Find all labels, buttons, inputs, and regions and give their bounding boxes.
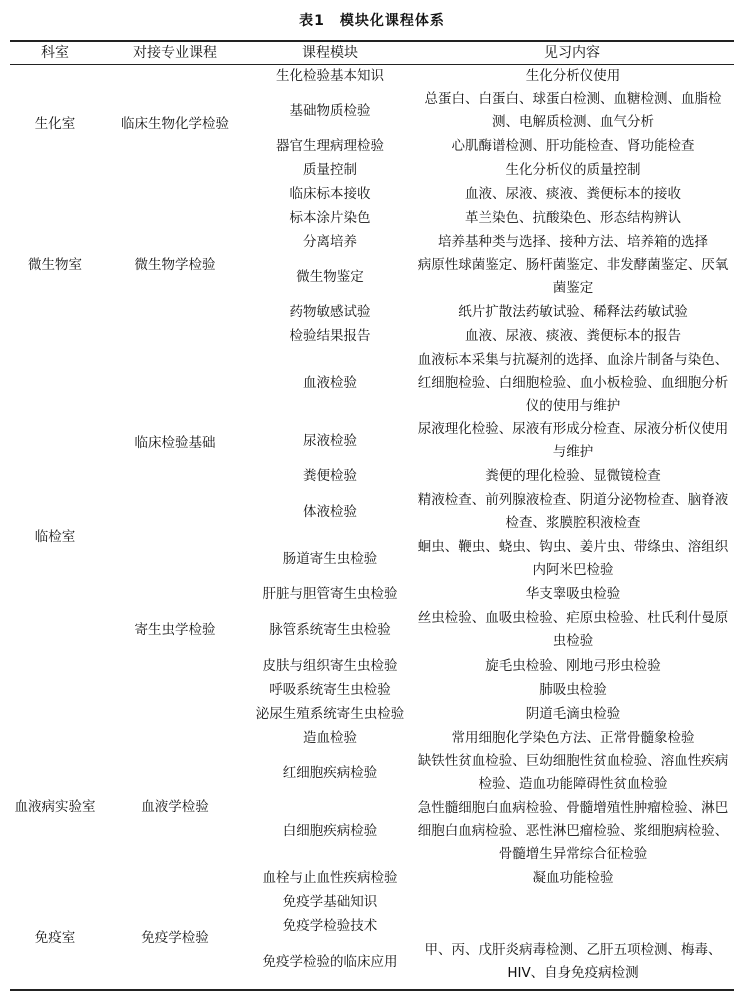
content-cell: 血液、尿液、痰液、粪便标本的接收 — [465, 185, 681, 202]
content-cell: 丝虫检验、血吸虫检验、疟原虫检验、杜氏利什曼原虫检验 — [417, 610, 729, 649]
module-cell: 尿液检验 — [303, 432, 357, 449]
module-cell: 肠道寄生虫检验 — [282, 550, 378, 567]
content-cell: 蛔虫、鞭虫、蛲虫、钩虫、姜片虫、带绦虫、溶组织内阿米巴检验 — [417, 539, 729, 578]
content-cell: 心肌酶谱检测、肝功能检查、肾功能检查 — [451, 137, 695, 154]
content-cell: 肺吸虫检验 — [539, 681, 607, 698]
module-cell: 微生物鉴定 — [296, 268, 364, 285]
module-cell: 基础物质检验 — [289, 102, 371, 119]
header-department: 科室 — [41, 45, 69, 61]
module-cell: 肝脏与胆管寄生虫检验 — [262, 585, 398, 602]
content-cell: 凝血功能检验 — [532, 869, 614, 886]
course-cell: 免疫学检验 — [141, 930, 209, 946]
module-cell: 血液检验 — [303, 374, 357, 391]
module-cell: 免疫学基础知识 — [282, 893, 378, 910]
content-cell: 粪便的理化检验、显微镜检查 — [485, 467, 661, 484]
content-cell: 缺铁性贫血检验、巨幼细胞性贫血检验、溶血性疾病检验、造血功能障碍性贫血检验 — [417, 753, 729, 792]
module-cell: 脉管系统寄生虫检验 — [269, 621, 391, 638]
table-bottom-rule — [10, 989, 734, 991]
module-cell: 质量控制 — [303, 161, 357, 178]
module-cell: 泌尿生殖系统寄生虫检验 — [255, 705, 405, 722]
content-cell: 总蛋白、白蛋白、球蛋白检测、血糖检测、血脂检测、电解质检测、血气分析 — [424, 91, 722, 130]
content-cell: 生化分析仪使用 — [525, 67, 621, 84]
department-cell: 微生物室 — [28, 256, 82, 273]
content-cell: 生化分析仪的质量控制 — [505, 161, 641, 178]
course-cell: 临床检验基础 — [134, 435, 216, 451]
course-cell: 寄生虫学检验 — [134, 622, 216, 638]
content-cell: 病原性球菌鉴定、肠杆菌鉴定、非发酵菌鉴定、厌氧菌鉴定 — [417, 257, 729, 296]
content-cell: 阴道毛滴虫检验 — [525, 705, 621, 722]
module-cell: 白细胞疾病检验 — [282, 822, 378, 839]
department-cell: 血液病实验室 — [14, 798, 96, 815]
department-cell: 生化室 — [34, 115, 76, 132]
content-cell: 培养基种类与选择、接种方法、培养箱的选择 — [438, 233, 708, 250]
content-cell: 甲、丙、戊肝炎病毒检测、乙肝五项检测、梅毒、HIV、自身免疫病检测 — [424, 942, 722, 981]
module-cell: 临床标本接收 — [289, 185, 371, 202]
module-cell: 免疫学检验技术 — [282, 917, 378, 934]
module-cell: 药物敏感试验 — [289, 303, 371, 320]
module-cell: 生化检验基本知识 — [276, 67, 384, 84]
course-cell: 血液学检验 — [141, 798, 209, 815]
module-cell: 器官生理病理检验 — [276, 137, 384, 154]
module-cell: 检验结果报告 — [289, 327, 371, 344]
module-cell: 呼吸系统寄生虫检验 — [269, 681, 391, 698]
module-cell: 血栓与止血性疾病检验 — [262, 869, 398, 886]
department-cell: 免疫室 — [34, 930, 76, 946]
content-cell: 常用细胞化学染色方法、正常骨髓象检验 — [451, 729, 695, 746]
content-cell: 精液检查、前列腺液检查、阴道分泌物检查、脑脊液检查、浆膜腔积液检查 — [417, 492, 729, 531]
content-cell: 华支睾吸虫检验 — [525, 585, 621, 602]
course-cell: 微生物学检验 — [134, 256, 216, 273]
module-cell: 标本涂片染色 — [289, 209, 371, 226]
module-cell: 分离培养 — [303, 233, 357, 250]
module-cell: 皮肤与组织寄生虫检验 — [262, 657, 398, 674]
header-module: 课程模块 — [302, 45, 358, 61]
module-cell: 红细胞疾病检验 — [282, 764, 378, 781]
module-cell: 造血检验 — [303, 729, 357, 746]
content-cell: 革兰染色、抗酸染色、形态结构辨认 — [465, 209, 681, 226]
module-cell: 免疫学检验的临床应用 — [262, 953, 398, 970]
content-cell: 纸片扩散法药敏试验、稀释法药敏试验 — [458, 303, 688, 320]
content-cell: 血液标本采集与抗凝剂的选择、血涂片制备与染色、红细胞检验、白细胞检验、血小板检验、血细胞分析仪的使用与维护 — [417, 351, 729, 414]
module-cell: 体液检验 — [303, 503, 357, 520]
content-cell: 尿液理化检验、尿液有形成分检查、尿液分析仪使用与维护 — [417, 421, 729, 460]
content-cell: 血液、尿液、痰液、粪便标本的报告 — [465, 327, 681, 344]
header-content: 见习内容 — [544, 45, 600, 61]
header-course: 对接专业课程 — [133, 45, 217, 61]
content-cell: 急性髓细胞白血病检验、骨髓增殖性肿瘤检验、淋巴细胞白血病检验、恶性淋巴瘤检验、浆细胞病检验、骨髓增生异常综合征检验 — [417, 799, 729, 862]
content-cell: 旋毛虫检验、刚地弓形虫检验 — [485, 657, 661, 674]
department-cell: 临检室 — [34, 528, 76, 545]
table-title: 表1 模块化课程体系 — [299, 13, 445, 29]
course-cell: 临床生物化学检验 — [121, 115, 229, 132]
module-cell: 粪便检验 — [303, 467, 357, 484]
